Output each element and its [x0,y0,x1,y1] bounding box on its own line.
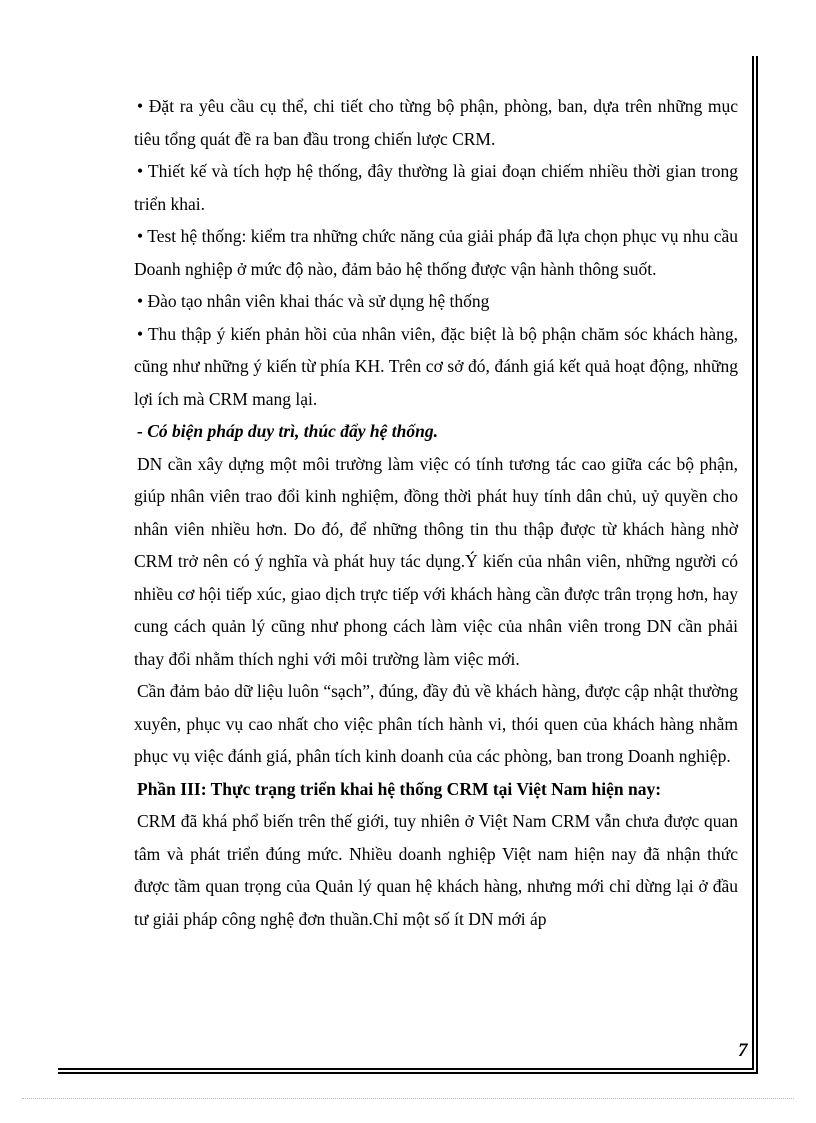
subheading-maintain-system: - Có biện pháp duy trì, thúc đẩy hệ thống. [137,421,438,441]
bullet-paragraph-3: • Test hệ thống: kiểm tra những chức năng của giải pháp đã lựa chọn phục vụ nhu cầu Doanh nghiệp ở mức độ nào, đảm bảo hệ thống được vận hành thông suốt. [134,226,738,279]
page-number: 7 [738,1040,748,1061]
body-paragraph-clean-data: Cần đảm bảo dữ liệu luôn “sạch”, đúng, đầy đủ về khách hàng, được cập nhật thường xuyên, phục vụ cao nhất cho việc phân tích hành vi, thói quen của khách hàng nhằm phục vụ việc đánh giá, phân tích kinh doanh của các phòng, ban trong Doanh nghiệp. [134,681,738,766]
section-heading-part-3: Phần III: Thực trạng triển khai hệ thống CRM tại Việt Nam hiện nay: [137,778,662,799]
bullet-paragraph-1: • Đặt ra yêu cầu cụ thể, chi tiết cho từng bộ phận, phòng, ban, dựa trên những mục tiêu tổng quát đề ra ban đầu trong chiến lược CRM. [134,96,738,149]
bullet-paragraph-5: • Thu thập ý kiến phản hồi của nhân viên, đặc biệt là bộ phận chăm sóc khách hàng, cũng như những ý kiến từ phía KH. Trên cơ sở đó, đánh giá kết quả hoạt động, những lợi ích mà CRM mang lại. [134,323,738,409]
bottom-divider [22,1098,794,1099]
bullet-paragraph-2: • Thiết kế và tích hợp hệ thống, đây thường là giai đoạn chiếm nhiều thời gian trong triển khai. [134,161,738,214]
document-body [134,90,738,935]
body-paragraph-work-environment: DN cần xây dựng một môi trường làm việc có tính tương tác cao giữa các bộ phận, giúp nhân viên trao đổi kinh nghiệm, đồng thời phát huy tính dân chủ, uỷ quyền cho nhân viên nhiều hơn. Do đó, để những thông tin thu thập được từ khách hàng nhờ CRM trở nên có ý nghĩa và phát huy tác dụng.Ý kiến của nhân viên, những người có nhiều cơ hội tiếp xúc, giao dịch trực tiếp với khách hàng cần được trân trọng hơn, hay cung cách quản lý cũng như phong cách làm việc của nhân viên trong DN cần phải thay đổi nhằm thích nghi với môi trường làm việc mới. [134,453,738,669]
body-paragraph-crm-vietnam: CRM đã khá phổ biến trên thế giới, tuy nhiên ở Việt Nam CRM vẫn chưa được quan tâm và phát triển đúng mức. Nhiều doanh nghiệp Việt nam hiện nay đã nhận thức được tầm quan trọng của Quản lý quan hệ khách hàng, nhưng mới chỉ dừng lại ở đầu tư giải pháp công nghệ đơn thuần.Chỉ một số ít DN mới áp [134,811,738,929]
bullet-paragraph-4: • Đào tạo nhân viên khai thác và sử dụng hệ thống [137,291,490,311]
